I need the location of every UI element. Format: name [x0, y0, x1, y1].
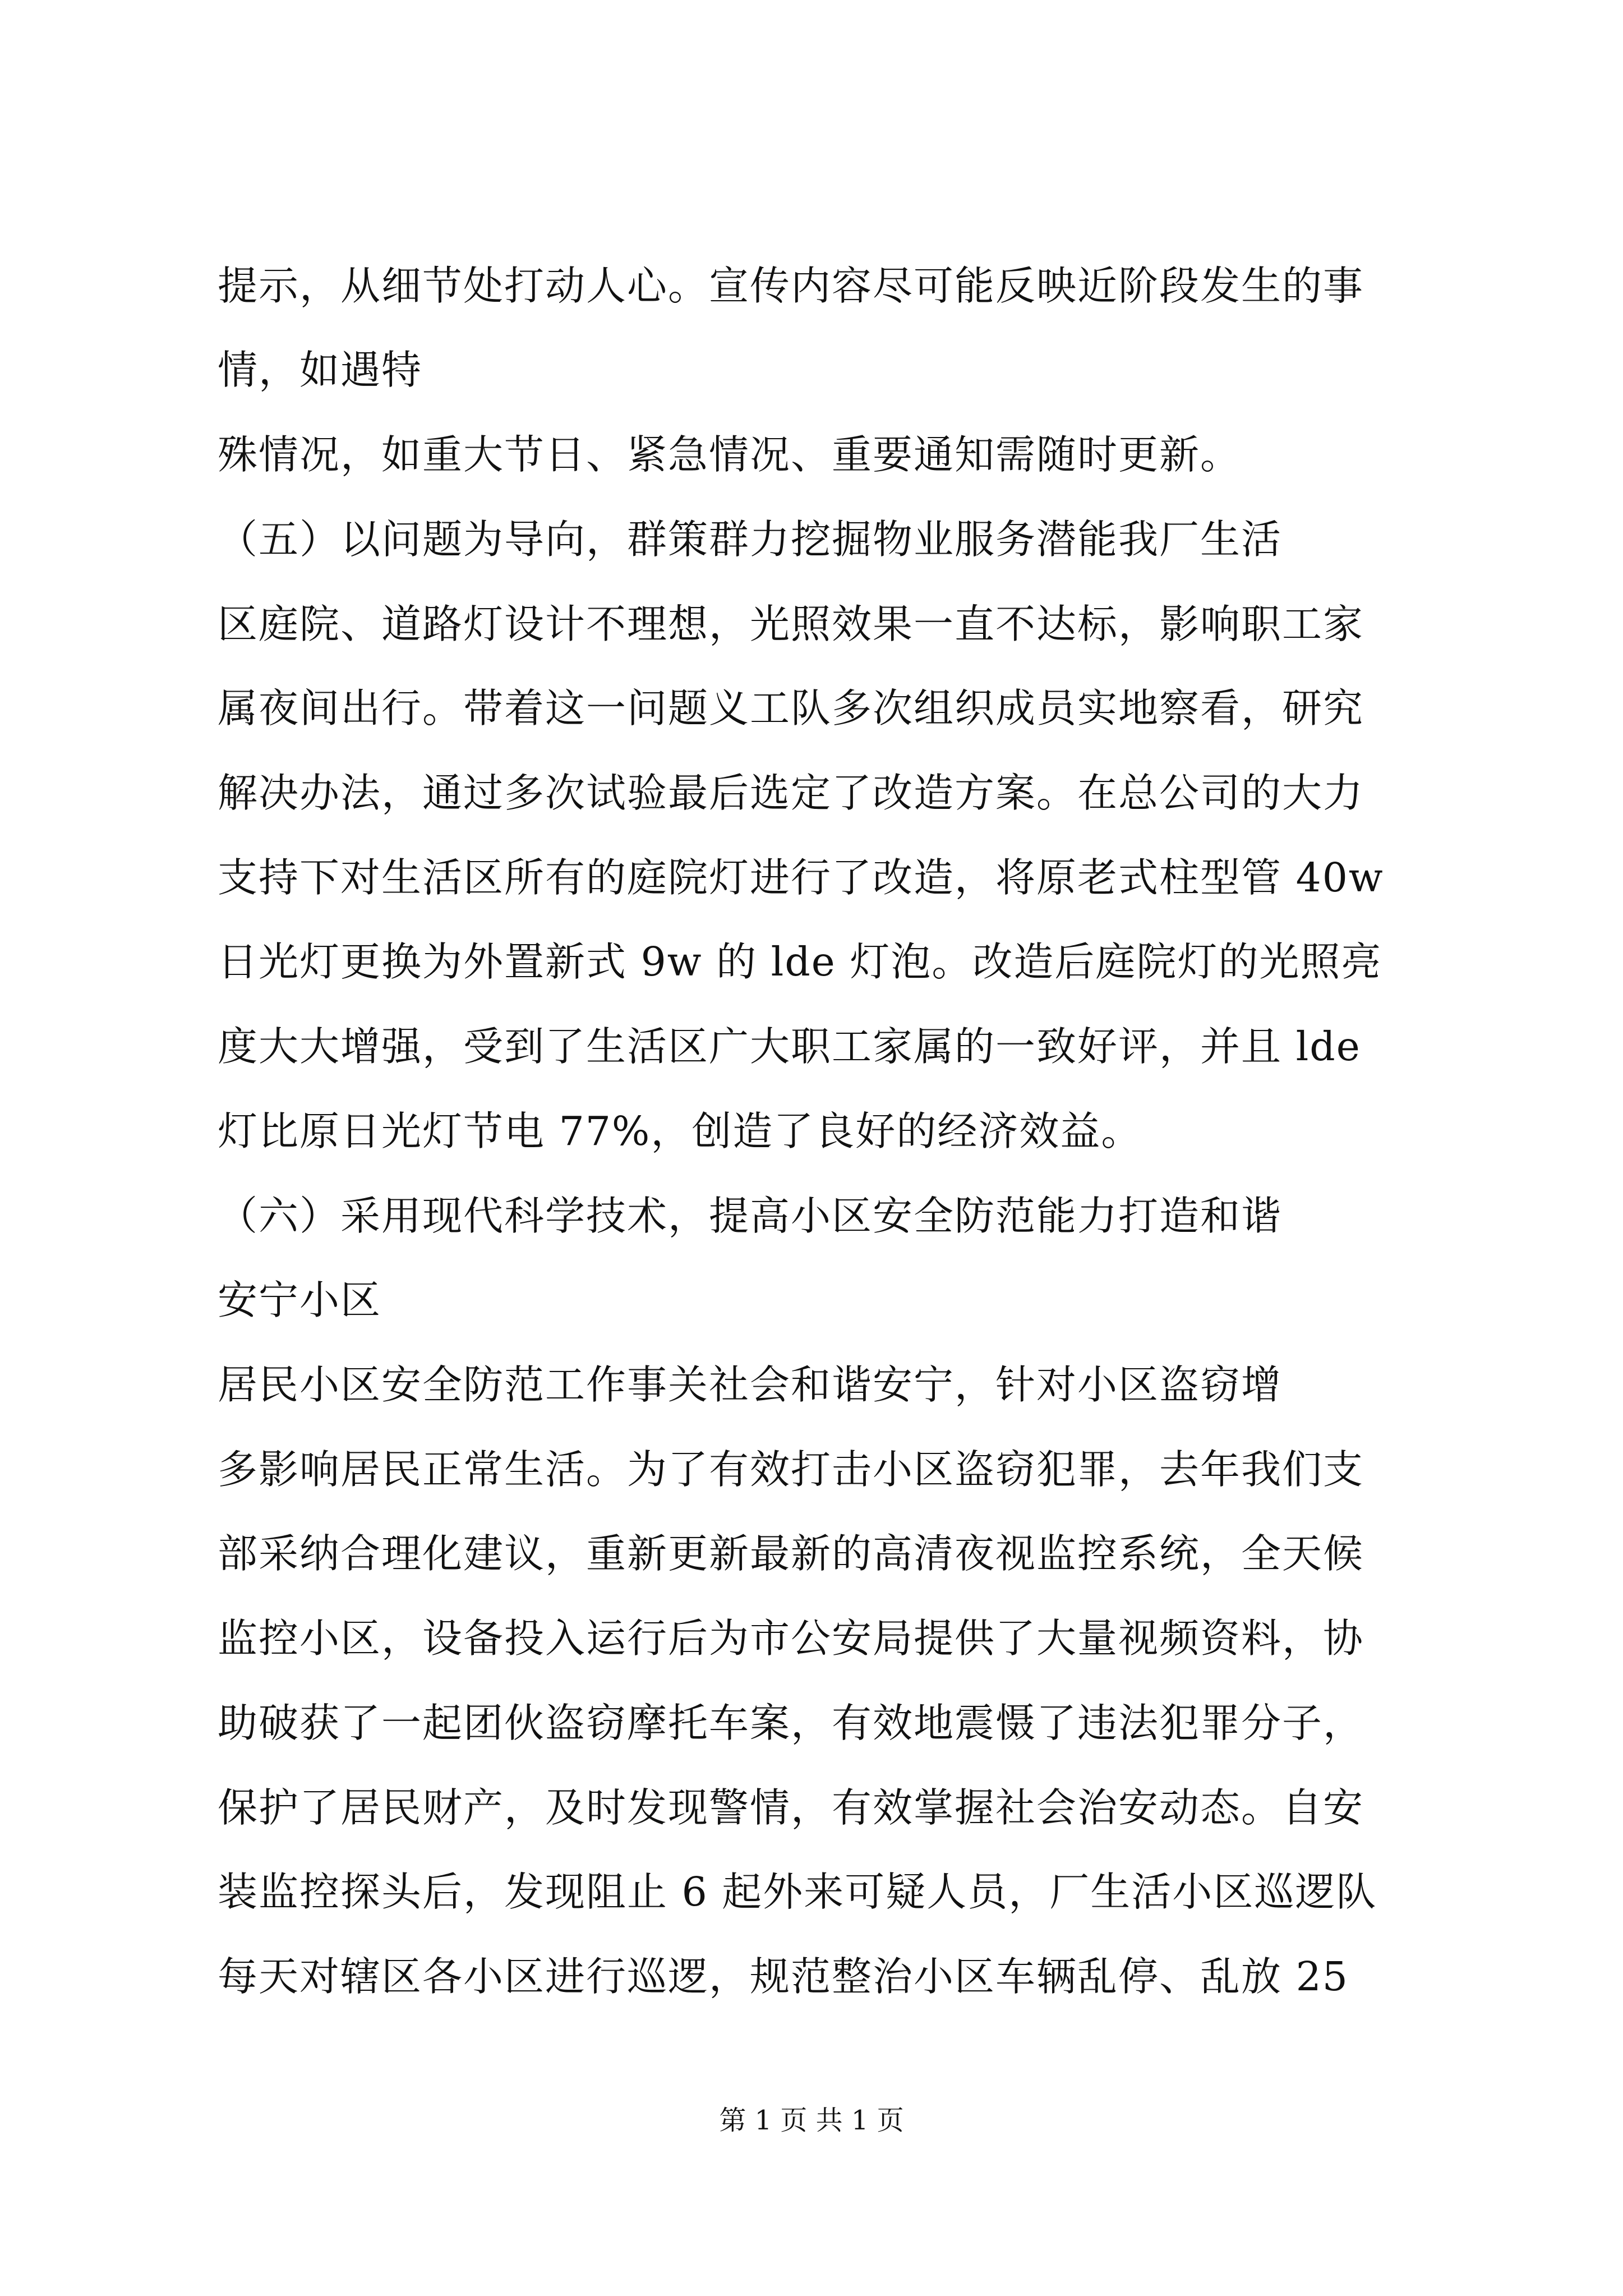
text-line: 居民小区安全防范工作事关社会和谐安宁，针对小区盗窃增 [218, 1361, 1283, 1408]
text-line: 部采纳合理化建议，重新更新最新的高清夜视监控系统，全天候 [218, 1530, 1364, 1577]
page-footer: 第 1 页 共 1 页 [719, 2105, 904, 2136]
text-line: 属夜间出行。带着这一问题义工队多次组织成员实地察看，研究 [218, 685, 1364, 731]
text-line: 度大大增强，受到了生活区广大职工家属的一致好评，并且 lde [218, 1023, 1361, 1070]
text-line: 多影响居民正常生活。为了有效打击小区盗窃犯罪，去年我们支 [218, 1446, 1364, 1493]
text-line: 监控小区，设备投入运行后为市公安局提供了大量视频资料，协 [218, 1615, 1364, 1662]
text-line: 支持下对生活区所有的庭院灯进行了改造，将原老式柱型管 40w [218, 854, 1384, 901]
text-line: 助破获了一起团伙盗窃摩托车案，有效地震慑了违法犯罪分子， [218, 1700, 1364, 1746]
text-line: 安宁小区 [218, 1277, 382, 1323]
text-line: 殊情况，如重大节日、紧急情况、重要通知需随时更新。 [218, 431, 1242, 478]
text-line: （五）以问题为导向，群策群力挖掘物业服务潜能我厂生活 [218, 516, 1283, 563]
text-line: 解决办法，通过多次试验最后选定了改造方案。在总公司的大力 [218, 770, 1364, 816]
text-line: 情，如遇特 [218, 347, 423, 393]
text-line: 灯比原日光灯节电 77%，创造了良好的经济效益。 [218, 1108, 1142, 1154]
text-line: （六）采用现代科学技术，提高小区安全防范能力打造和谐 [218, 1193, 1283, 1239]
text-line: 每天对辖区各小区进行巡逻，规范整治小区车辆乱停、乱放 25 [218, 1953, 1349, 2000]
text-line: 装监控探头后，发现阻止 6 起外来可疑人员，厂生活小区巡逻队 [218, 1869, 1377, 1915]
text-line: 保护了居民财产，及时发现警情，有效掌握社会治安动态。自安 [218, 1784, 1364, 1831]
text-line: 提示，从细节处打动人心。宣传内容尽可能反映近阶段发生的事 [218, 263, 1364, 309]
text-line: 日光灯更换为外置新式 9w 的 lde 灯泡。改造后庭院灯的光照亮 [218, 938, 1382, 985]
text-line: 区庭院、道路灯设计不理想，光照效果一直不达标，影响职工家 [218, 601, 1364, 647]
